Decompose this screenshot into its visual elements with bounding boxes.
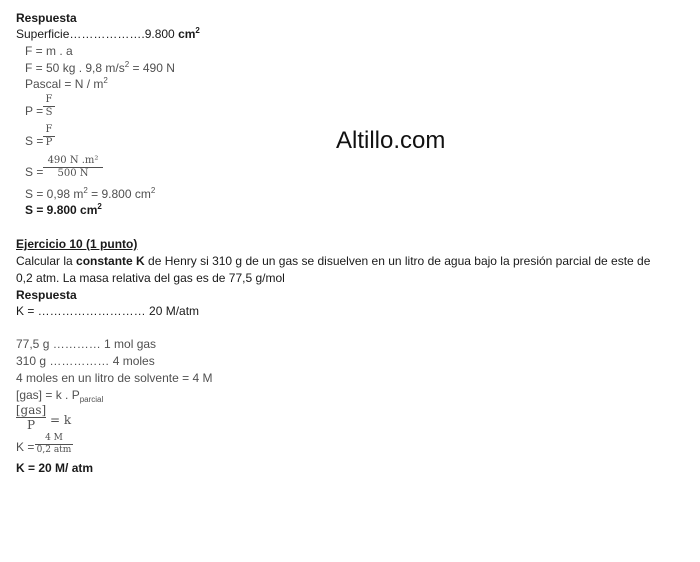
- answer-heading-1: Respuesta: [16, 11, 77, 25]
- s2-formula-num: 490 N .m²: [47, 155, 99, 166]
- work-line-4-sub: parcial: [79, 395, 104, 404]
- k-final: K = 20 M/ atm: [16, 461, 94, 475]
- force-calc: [25, 61, 175, 75]
- s2-formula-den: 500 N: [57, 168, 89, 179]
- work-line-4-text: [gas] = k . P: [16, 388, 80, 402]
- work-line-3: 4 moles en un litro de solvente = 4 M: [16, 371, 213, 385]
- s-final-exp: 2: [97, 202, 102, 211]
- gas-fraction: [16, 403, 46, 432]
- superficie-line: [16, 27, 200, 41]
- gas-fraction-num: [gas]: [15, 403, 47, 417]
- work-line-4: [16, 388, 103, 402]
- superficie-exp: 2: [195, 26, 200, 35]
- k-formula-fraction: [35, 433, 73, 456]
- superficie-label: Superficie……………….9.800: [16, 27, 179, 41]
- work-line-1: 77,5 g ………… 1 mol gas: [16, 337, 157, 351]
- s2-formula-lhs: S =: [25, 165, 44, 179]
- exercise-heading: Ejercicio 10 (1 punto): [16, 237, 138, 251]
- gas-fraction-den: P: [26, 418, 36, 432]
- force-calc-result: = 490 N: [129, 61, 175, 75]
- question-line-1: [16, 254, 650, 268]
- s2-formula-fraction: [43, 155, 103, 180]
- p-formula-num: F: [45, 94, 53, 105]
- p-formula-den: S: [45, 107, 53, 118]
- s3-text-a: S = 0,98 m: [25, 187, 84, 201]
- pascal-def: [25, 77, 108, 91]
- k-formula-lhs: K =: [16, 440, 35, 454]
- p-formula-lhs: P =: [25, 104, 44, 118]
- superficie-unit: cm: [178, 27, 196, 41]
- s-formula-den: P: [45, 137, 53, 148]
- s-formula-fraction: [43, 124, 55, 149]
- force-def: F = m . a: [25, 44, 73, 58]
- pascal-exp: 2: [103, 76, 108, 85]
- s3-line: [25, 187, 155, 201]
- question-text-b: de Henry si 310 g de un gas se disuelven en un litro de agua bajo la presión parcial de este de: [144, 254, 651, 268]
- brand-watermark: Altillo.com: [336, 127, 446, 154]
- s-final: [25, 203, 102, 217]
- answer-line: K = ……………………… 20 M/atm: [16, 304, 200, 318]
- question-text-a: Calcular la: [16, 254, 77, 268]
- force-calc-exp: 2: [124, 60, 130, 69]
- s-formula-lhs: S =: [25, 134, 44, 148]
- p-formula-fraction: [43, 94, 55, 119]
- s-formula-num: F: [45, 124, 53, 135]
- k-formula-num: 4 M: [45, 433, 63, 443]
- s3-text-b: = 9.800 cm: [87, 187, 151, 201]
- s-final-text: S = 9.800 cm: [25, 203, 98, 217]
- s3-exp2: 2: [150, 186, 156, 195]
- s3-exp1: 2: [83, 186, 88, 195]
- gas-fraction-rhs: = k: [50, 413, 72, 427]
- question-line-2: 0,2 atm. La masa relativa del gas es de 77,5 g/mol: [16, 271, 285, 285]
- question-bold: constante K: [76, 254, 145, 268]
- work-line-2: 310 g …………… 4 moles: [16, 354, 155, 368]
- pascal-text: Pascal = N / m: [25, 77, 104, 91]
- k-formula-den: 0,2 atm: [36, 445, 72, 455]
- answer-heading-2: Respuesta: [16, 288, 77, 302]
- force-calc-text: F = 50 kg . 9,8 m/s: [25, 61, 125, 75]
